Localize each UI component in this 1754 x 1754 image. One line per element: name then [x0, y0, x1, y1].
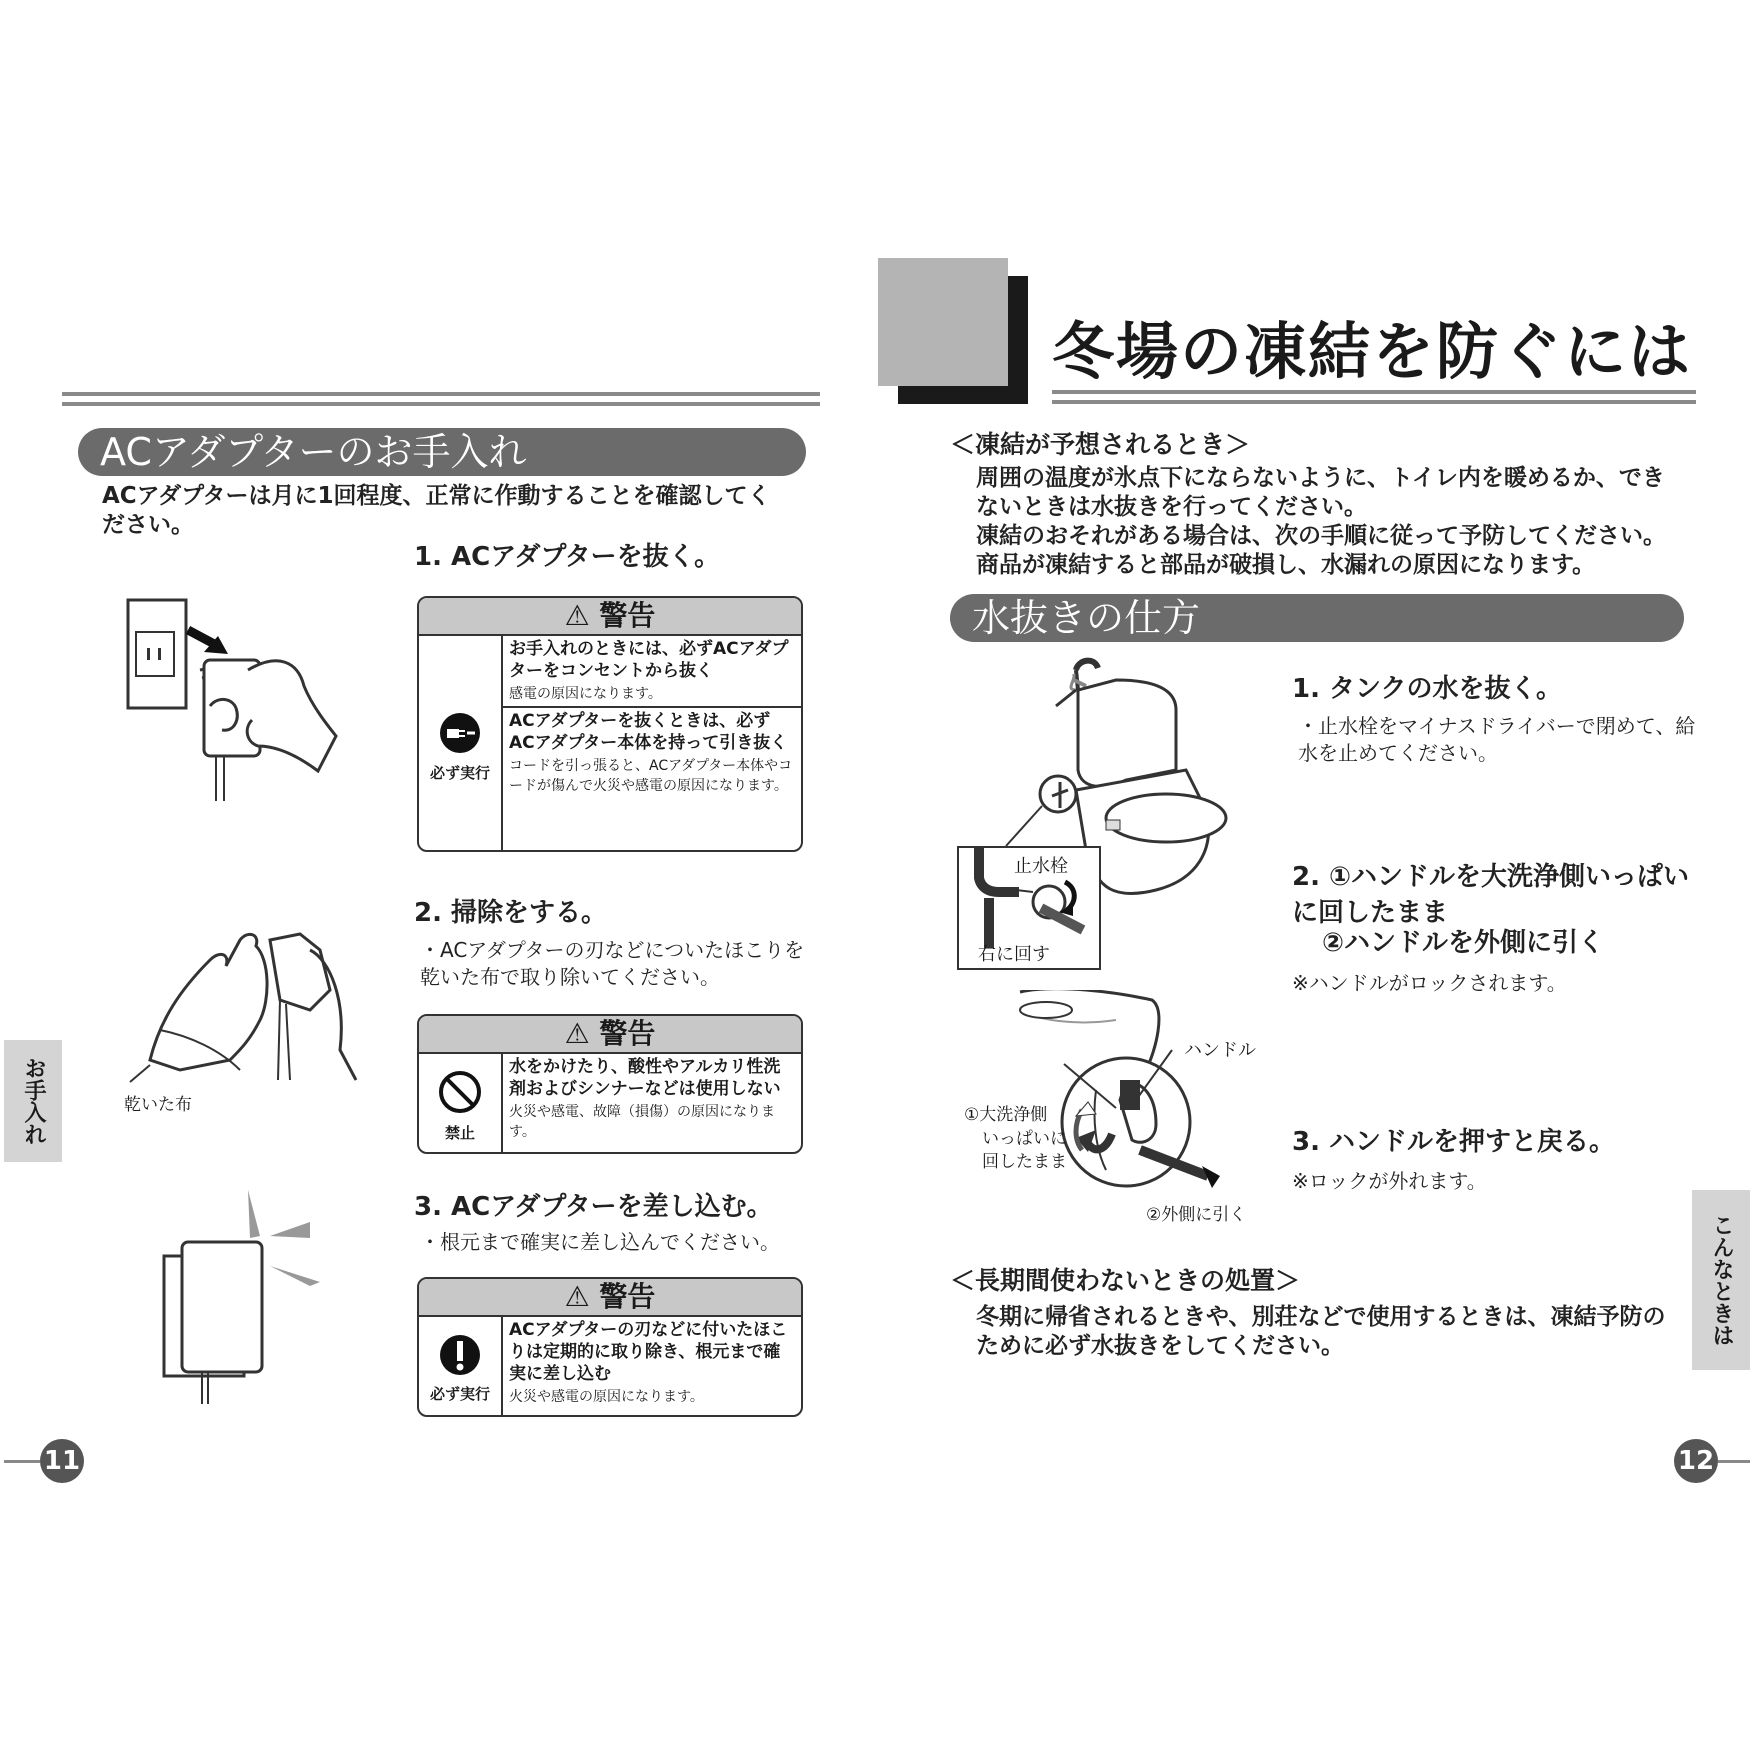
when-expected-heading: ＜凍結が予想されるとき＞: [950, 430, 1251, 459]
step3-title: 3. ACアダプターを差し込む。: [414, 1192, 773, 1222]
right-step2-note: ※ハンドルがロックされます。: [1292, 971, 1567, 995]
step2-title: 2. 掃除をする。: [414, 898, 608, 928]
warning-icon-column: 禁止: [419, 1054, 503, 1152]
handle-illustration: [1016, 990, 1246, 1210]
page-title: 冬場の凍結を防ぐには: [1052, 315, 1693, 388]
intro-text: ACアダプターは月に1回程度、正常に作動することを確認してください。: [102, 483, 771, 538]
warning1-main-1: お手入れのときには、必ずACアダプターをコンセントから抜く: [509, 639, 789, 681]
step1-title: 1. ACアダプターを抜く。: [414, 542, 721, 572]
right-step3-note: ※ロックが外れます。: [1292, 1169, 1487, 1193]
label-handle: ハンドル: [1184, 1040, 1256, 1061]
cleaning-illustration: [120, 920, 360, 1090]
warning2-sub: 火災や感電、故障（損傷）の原因になります。: [509, 1104, 775, 1140]
unplug-mandatory-icon: [439, 712, 481, 754]
right-step3-title: 3. ハンドルを押すと戻る。: [1292, 1127, 1616, 1157]
right-footer-line: [1718, 1460, 1750, 1463]
warning1-sub-2: コードを引っ張ると、ACアダプター本体やコードが傷んで火災や感電の原因になります。: [509, 758, 793, 794]
right-step2-title-a: 2. ①ハンドルを大洗浄側いっぱいに回したまま: [1292, 862, 1690, 928]
warning-triangle-icon: ⚠: [564, 1017, 590, 1050]
warning-header: ⚠ 警告: [419, 598, 801, 636]
right-step1-note: ・止水栓をマイナスドライバーで閉めて、給水を止めてください。: [1298, 714, 1696, 765]
label-pull-out: ②外側に引く: [1146, 1205, 1247, 1225]
warning-box-2: [417, 1014, 803, 1154]
warning-header: ⚠ 警告: [419, 1279, 801, 1317]
right-header-rule: [1052, 390, 1696, 404]
prohibition-icon: [438, 1070, 482, 1114]
warning-icon-column: 必ず実行: [419, 1317, 503, 1415]
warning-icon-column: 必ず実行: [419, 636, 503, 850]
section-title-drain: 水抜きの仕方: [950, 594, 1684, 642]
step2-note: ・ACアダプターの刃などについたほこりを乾いた布で取り除いてください。: [420, 938, 805, 989]
left-header-rule: [62, 392, 820, 406]
page-number-right: 12: [1674, 1439, 1718, 1483]
label-turn-full-3: 回したまま: [982, 1152, 1067, 1172]
side-tab-care: お手入れ: [4, 1040, 62, 1162]
right-step2-title-b: ②ハンドルを外側に引く: [1322, 928, 1605, 958]
warning-box-3: [417, 1277, 803, 1417]
section-title-ac-adapter: ACアダプターのお手入れ: [78, 428, 806, 476]
unplug-illustration: [118, 596, 348, 806]
plug-in-illustration: [160, 1186, 330, 1406]
warning-header: ⚠ 警告: [419, 1016, 801, 1054]
cloth-label: 乾いた布: [124, 1095, 192, 1115]
label-turn-full-2: いっぱいに: [982, 1129, 1067, 1149]
warning3-sub: 火災や感電の原因になります。: [509, 1389, 704, 1405]
long-term-heading: ＜長期間使わないときの処置＞: [950, 1266, 1301, 1295]
left-footer-line: [4, 1460, 40, 1463]
warning2-main: 水をかけたり、酸性やアルカリ性洗剤およびシンナーなどは使用しない: [509, 1057, 781, 1099]
warning1-sub-1: 感電の原因になります。: [509, 686, 662, 702]
right-step1-title: 1. タンクの水を抜く。: [1292, 674, 1562, 704]
page-number-left: 11: [40, 1439, 84, 1483]
step3-note: ・根元まで確実に差し込んでください。: [420, 1230, 780, 1254]
side-tab-troubleshooting: こんなときは: [1692, 1190, 1750, 1370]
warning-triangle-icon: ⚠: [564, 599, 590, 632]
when-expected-line1: 周囲の温度が氷点下にならないように、トイレ内を暖めるか、できないときは水抜きを行ってください。: [976, 465, 1665, 520]
warning1-main-2: ACアダプターを抜くときは、必ずACアダプター本体を持って引き抜く: [509, 711, 788, 753]
warning-triangle-icon: ⚠: [564, 1280, 590, 1313]
when-expected-line2: 凍結のおそれがある場合は、次の手順に従って予防してください。: [976, 523, 1666, 549]
title-block: [878, 258, 1008, 386]
label-stop-valve: 止水栓: [1014, 856, 1068, 877]
label-turn-right: 右に回す: [978, 944, 1050, 965]
label-turn-full-1: ①大洗浄側: [964, 1105, 1048, 1125]
warning3-main: ACアダプターの刃などに付いたほこりは定期的に取り除き、根元まで確実に差し込む: [509, 1320, 788, 1384]
when-expected-line3: 商品が凍結すると部品が破損し、水漏れの原因になります。: [976, 552, 1596, 578]
warning-box-1: [417, 596, 803, 852]
long-term-text: 冬期に帰省されるときや、別荘などで使用するときは、凍結予防のために必ず水抜きをしてください。: [976, 1304, 1666, 1359]
mandatory-exclamation-icon: [438, 1333, 482, 1377]
